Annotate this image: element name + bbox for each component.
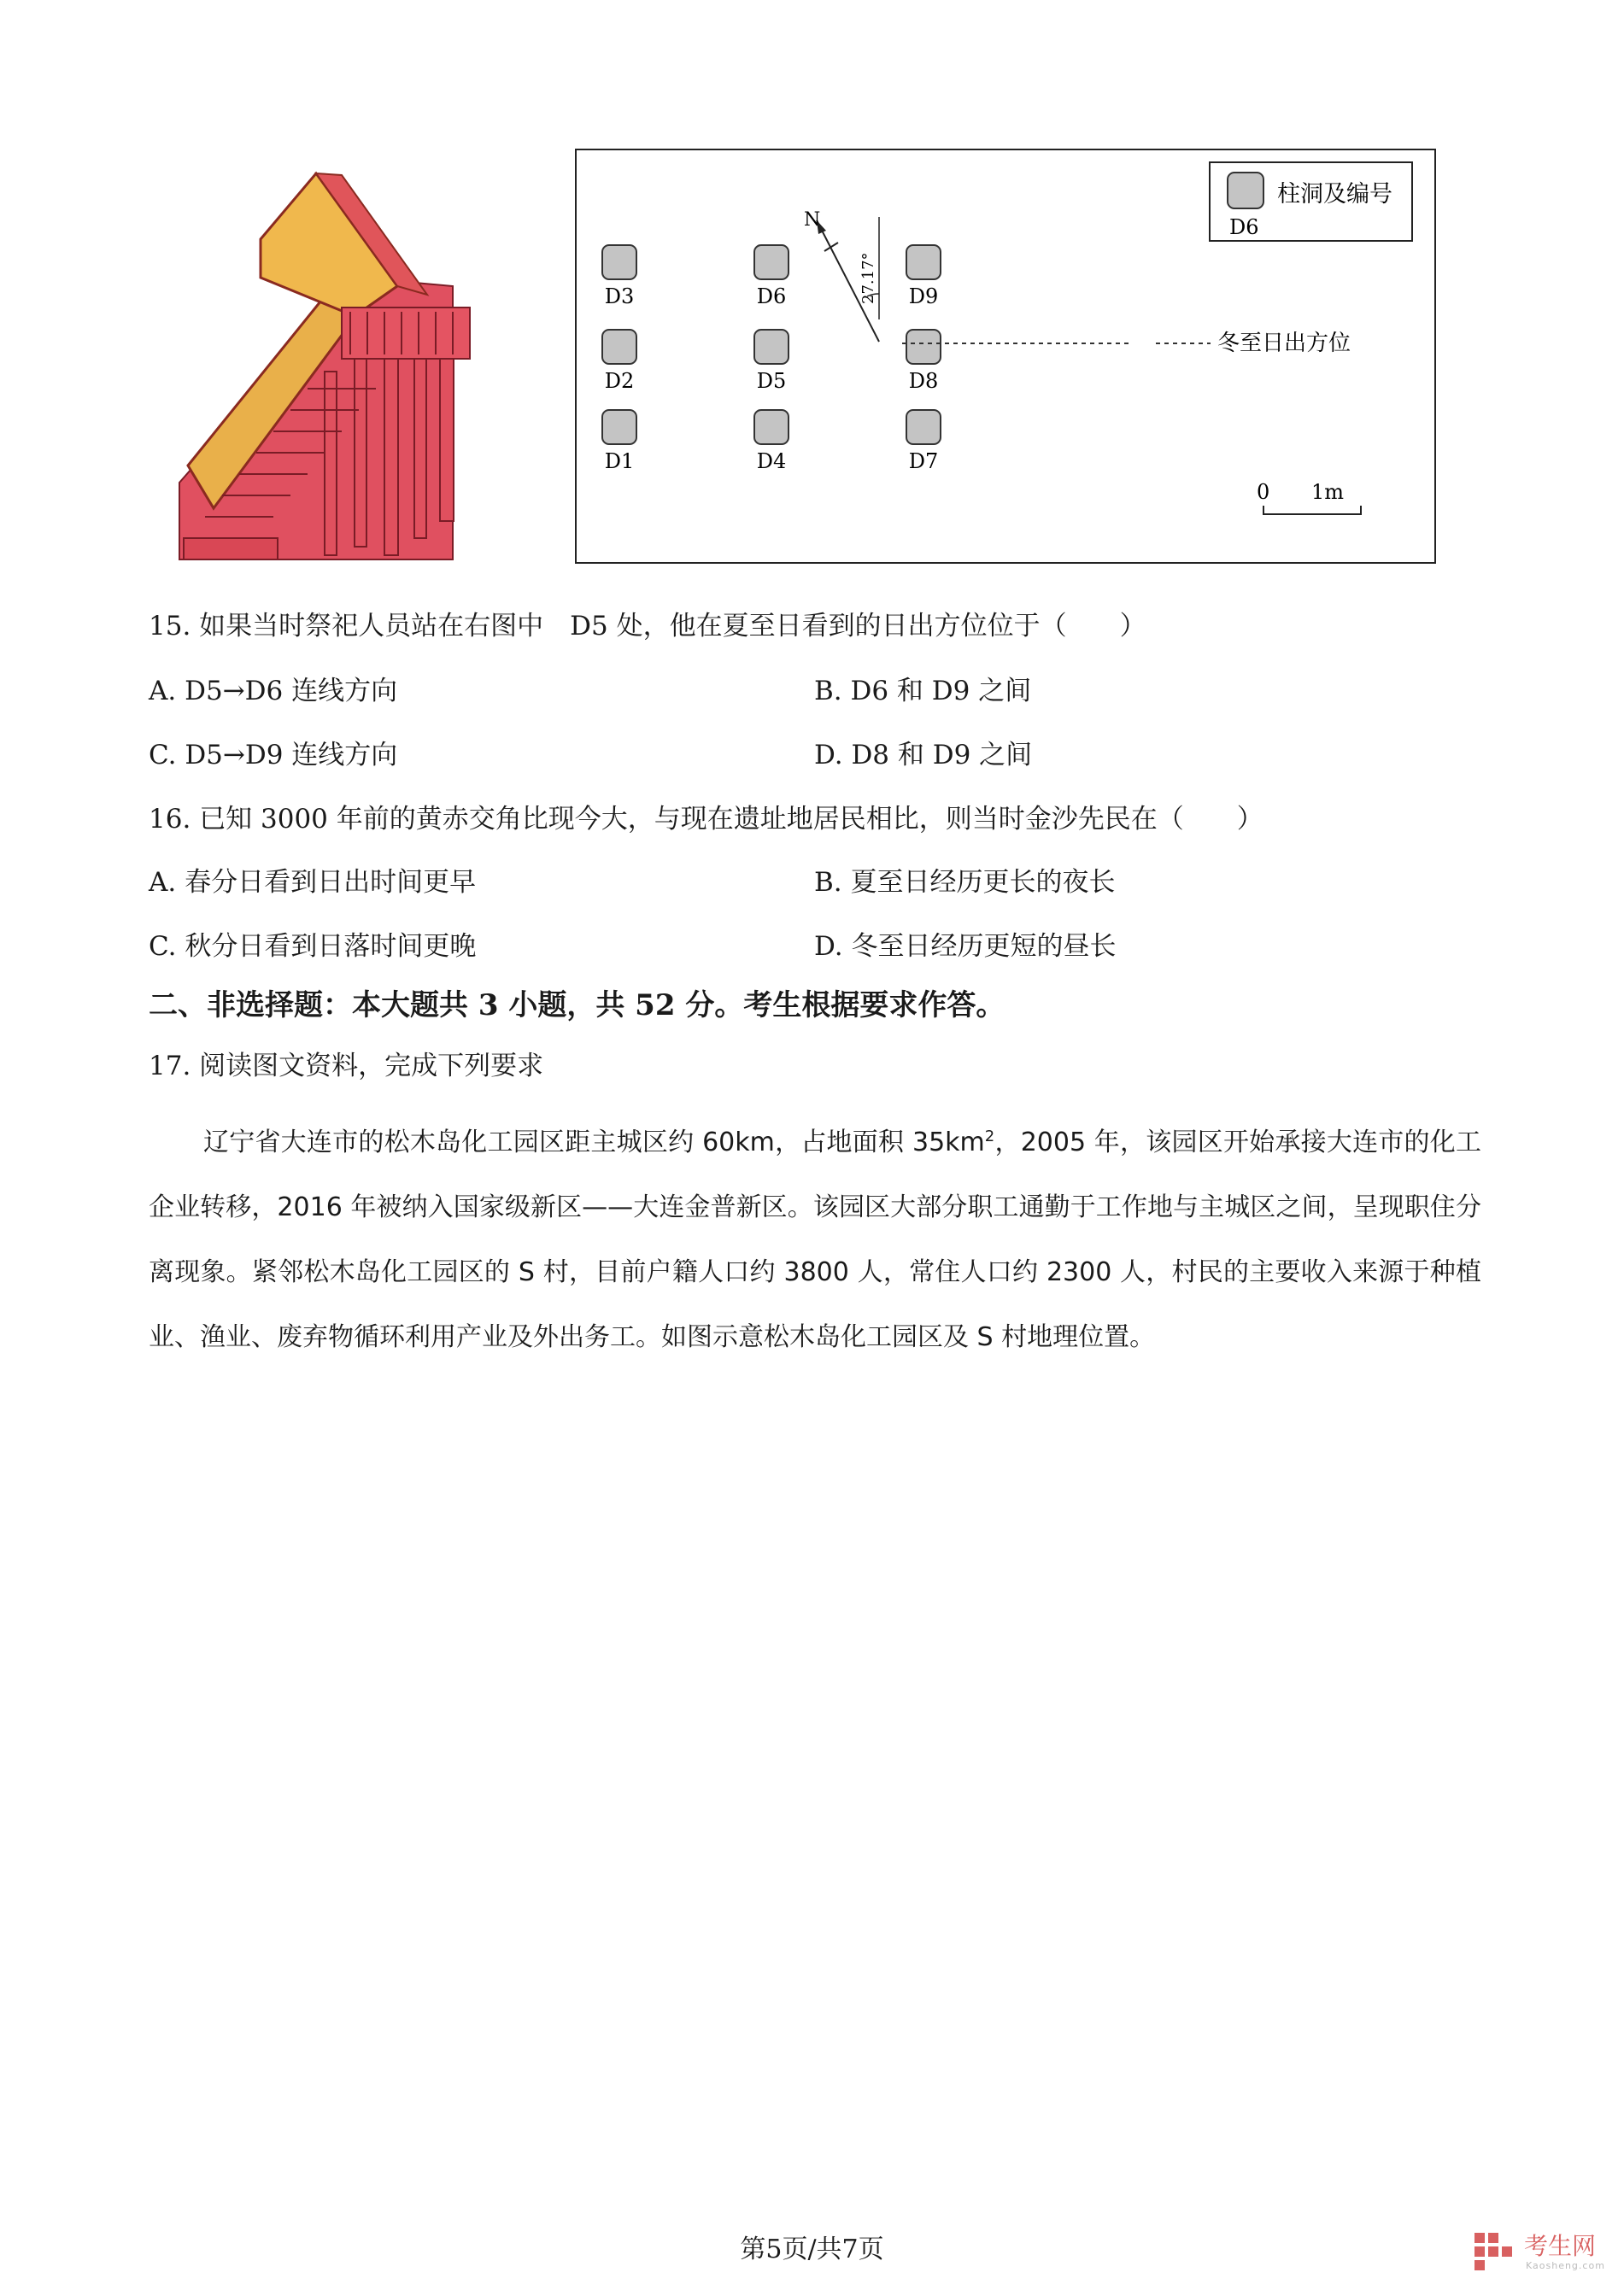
q15-option-d: D. D8 和 D9 之间	[814, 740, 1033, 770]
post-label-d7: D7	[908, 449, 939, 473]
question-17-stem: 17. 阅读图文资料，完成下列要求	[149, 1051, 544, 1081]
post-hole-d1	[602, 410, 636, 444]
watermark-text: 考生网	[1524, 2232, 1597, 2260]
post-label-d1: D1	[604, 449, 635, 473]
post-hole-plan-diagram	[575, 149, 1438, 565]
q17-material-paragraph	[149, 1110, 1481, 1370]
q16-option-b: B. 夏至日经历更长的夜长	[814, 867, 1116, 898]
q16-option-a: A. 春分日看到日出时间更早	[149, 867, 477, 898]
angle-label: 27.17°	[859, 252, 877, 304]
post-label-d2: D2	[604, 369, 635, 393]
page-footer: 第5页/共7页	[740, 2234, 884, 2264]
post-label-d6: D6	[756, 284, 787, 308]
q16-option-d: D. 冬至日经历更短的昼长	[814, 931, 1117, 962]
post-label-d8: D8	[908, 369, 939, 393]
q16-option-c: C. 秋分日看到日落时间更晚	[149, 931, 477, 962]
q17-text-part-1: 辽宁省大连市的松木岛化工园区距主城区约 60km，占地面积 35km	[203, 1128, 985, 1157]
scale-end: 1m	[1311, 480, 1345, 504]
question-16-stem: 16. 已知 3000 年前的黄赤交角比现今大，与现在遗址地居民相比，则当时金沙先民在（ ）	[149, 804, 1263, 835]
q17-superscript: 2	[984, 1128, 995, 1145]
q15-option-a: A. D5→D6 连线方向	[149, 676, 398, 706]
q15-option-c: C. D5→D9 连线方向	[149, 740, 398, 770]
post-label-d3: D3	[604, 284, 635, 308]
post-hole-d5	[754, 330, 789, 364]
post-hole-d7	[906, 410, 941, 444]
scale-start: 0	[1257, 480, 1270, 504]
post-hole-d9	[906, 245, 941, 279]
post-label-d4: D4	[756, 449, 787, 473]
legend-code: D6	[1229, 215, 1259, 239]
north-label: N	[804, 209, 821, 231]
q17-text-part-2: ，2005 年，该园区开始承接大连市的化工企业转移，2016 年被纳入国家级新区——大连金普新区。该园区大部分职工通勤于工作地与主城区之间，呈现职住分离现象。紧邻松木岛化工园区的 S 村，目前户籍人口约 3800 人，常住人口约 2300 人，村民的主要收入来源于种植业、渔业、废弃物循环利用产业及外出务工。如图示意松木岛化工园区及 S 村地理位置。	[149, 1128, 1481, 1352]
post-hole-d8	[906, 330, 941, 364]
post-hole-d2	[602, 330, 636, 364]
post-label-d9: D9	[908, 284, 939, 308]
sunrise-direction-label: 冬至日出方位	[1217, 331, 1351, 356]
section-title: 二、非选择题：本大题共 3 小题，共 52 分。考生根据要求作答。	[149, 988, 1005, 1022]
post-label-d5: D5	[756, 369, 787, 393]
legend-label: 柱洞及编号	[1277, 181, 1392, 208]
post-hole-d6	[754, 245, 789, 279]
watermark-subtext: Kaosheng.com	[1526, 2260, 1605, 2271]
q15-option-b: B. D6 和 D9 之间	[814, 676, 1032, 706]
ritual-platform-illustration	[171, 158, 572, 568]
question-15-stem: 15. 如果当时祭祀人员站在右图中 D5 处，他在夏至日看到的日出方位位于（ ）	[149, 611, 1146, 641]
post-hole-d4	[754, 410, 789, 444]
post-hole-d3	[602, 245, 636, 279]
